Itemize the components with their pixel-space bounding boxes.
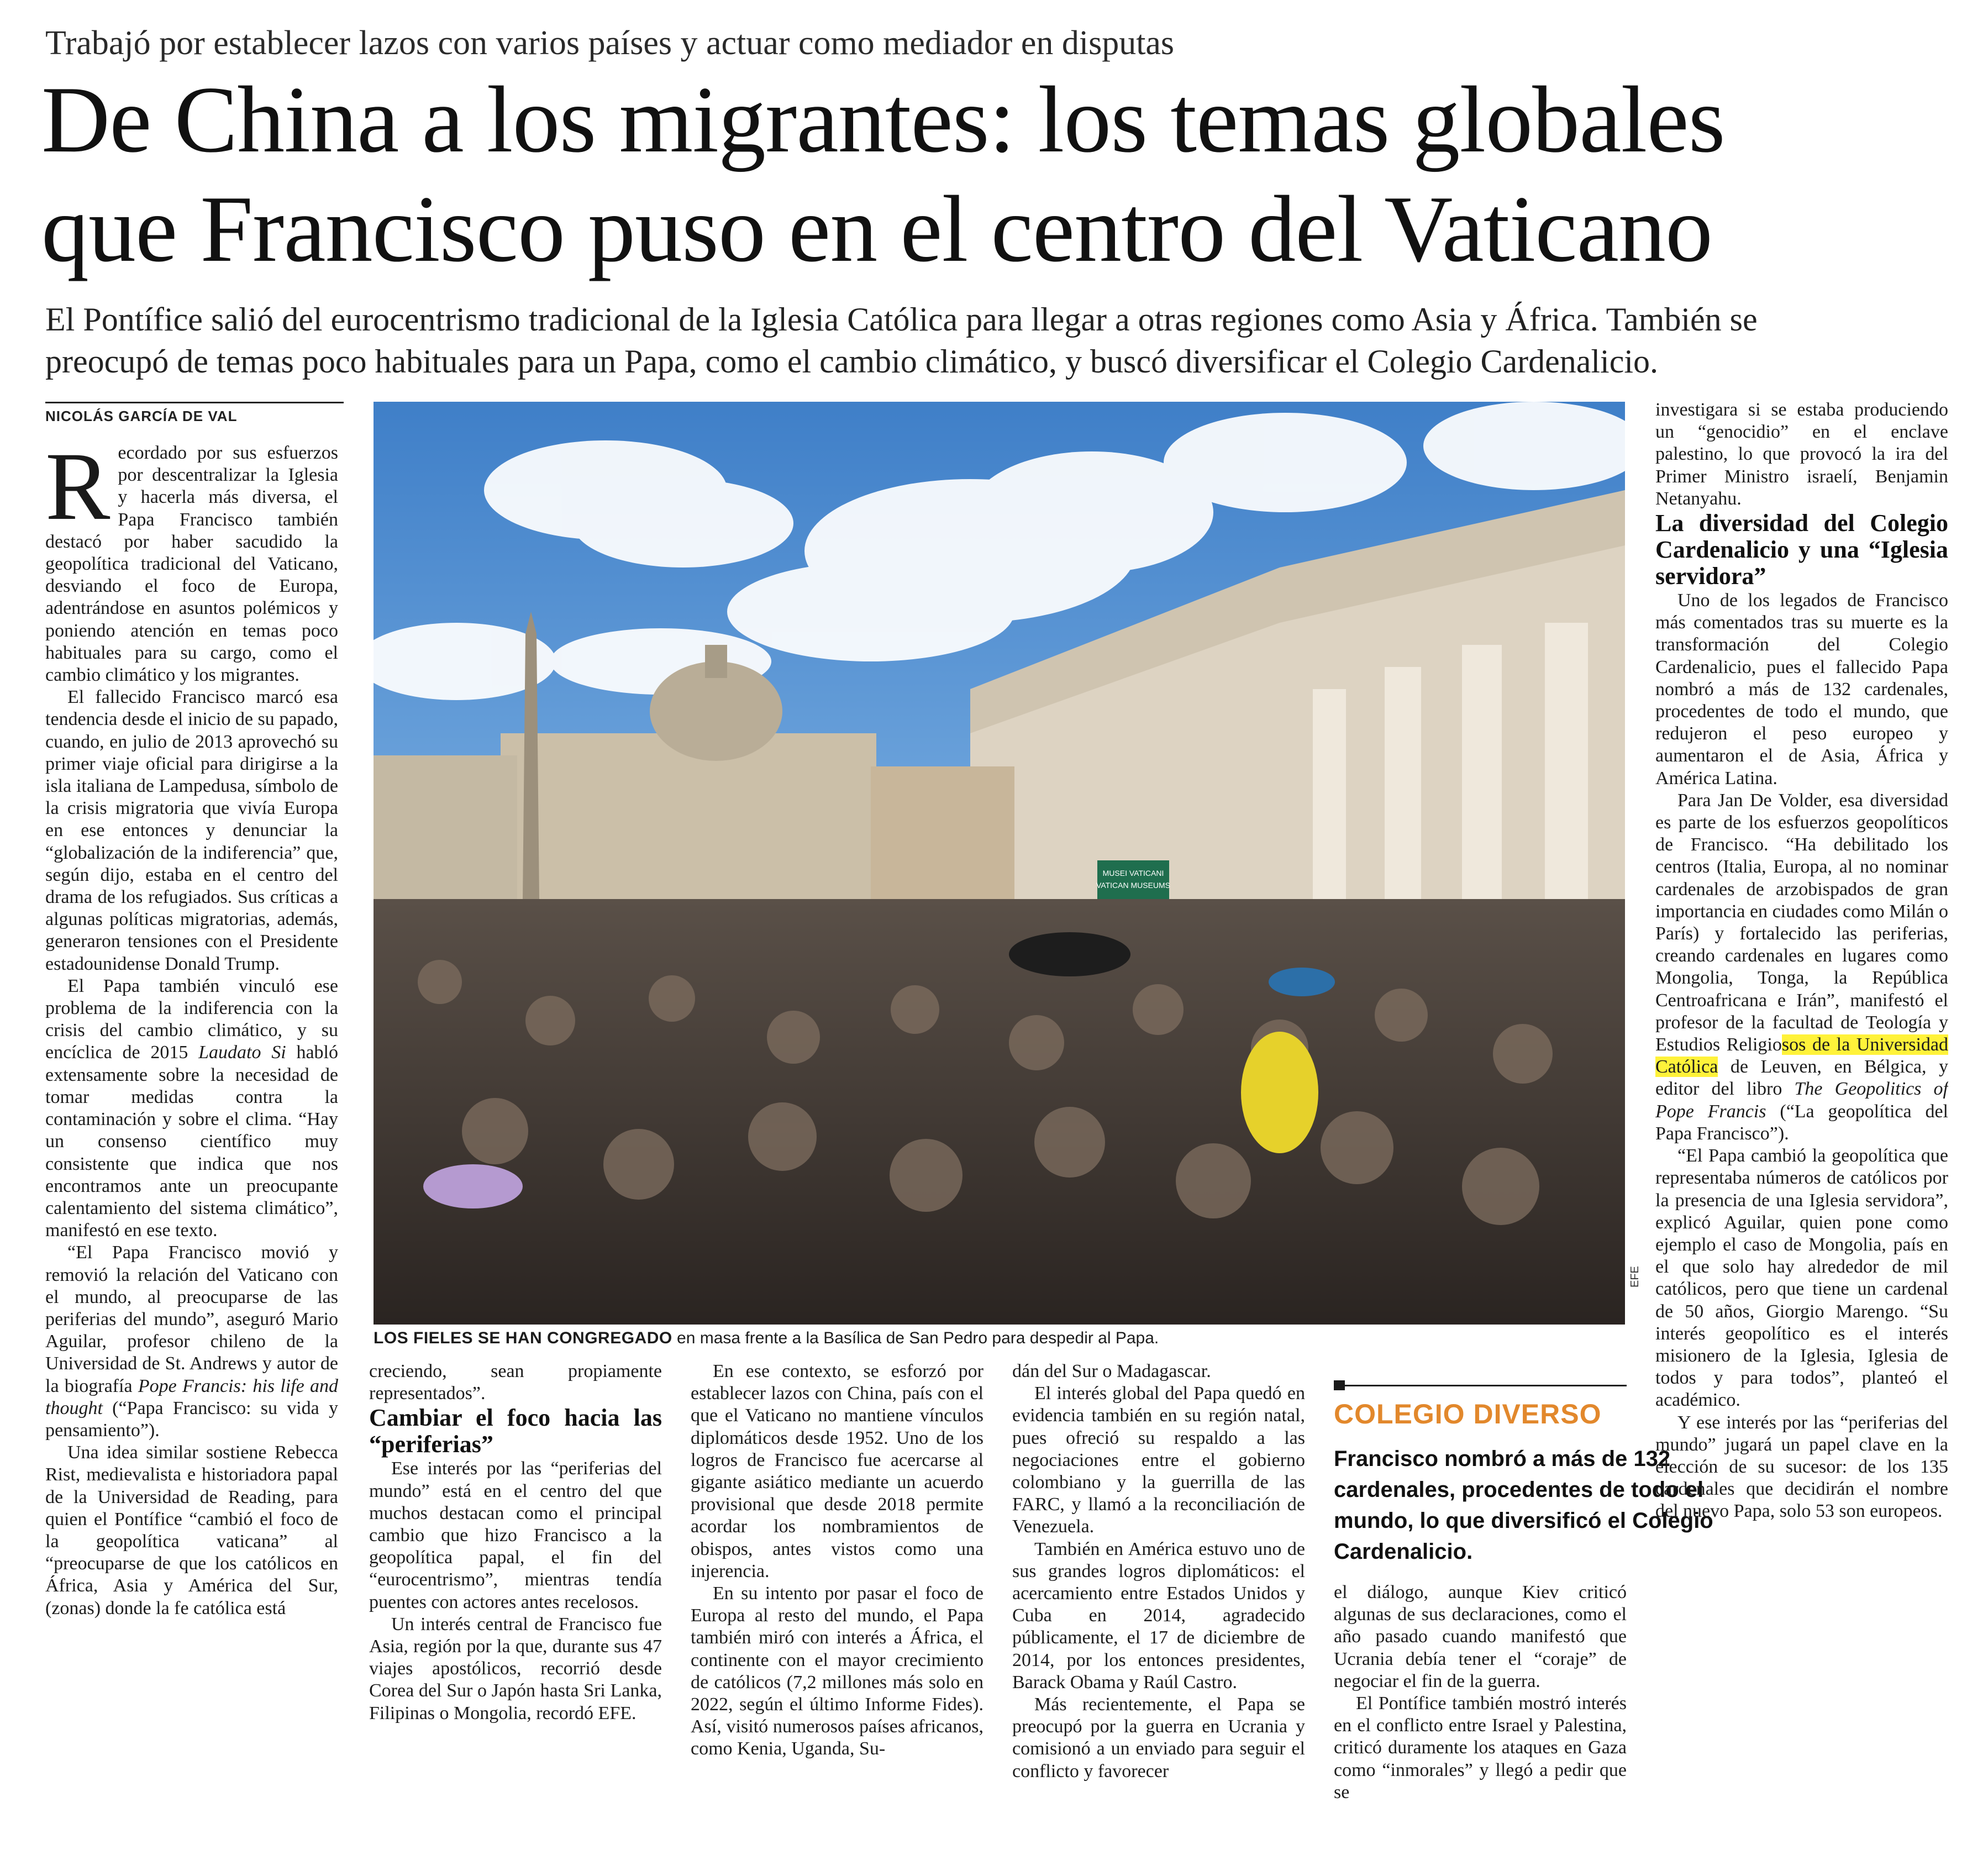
paragraph: Una idea similar sostiene Rebecca Rist, medievalista e historiadora papal de la Universidad de Reading, para quien el Pontífice “cambió el foco de la geopolítica vaticana” al “preocuparse de que los católicos en África, Asia y América del Sur, (zonas) donde la fe católica está bbox=[45, 1442, 338, 1618]
headline-line-1: De China a los migrantes: los temas globales bbox=[41, 67, 1725, 172]
paragraph: creciendo, sean propiamente representados”. bbox=[369, 1361, 662, 1404]
box-line: mundo, lo que diversificó el Colegio bbox=[1334, 1509, 1713, 1533]
deck-line-1: El Pontífice salió del eurocentrismo tradicional de la Iglesia Católica para llegar a otras regiones como Asia y África. También se bbox=[45, 301, 1758, 338]
article-column-5 bbox=[1334, 1581, 1627, 1836]
paragraph: Recordado por sus esfuerzos por descentralizar la Iglesia y hacerla más diversa, el Papa Francisco también destacó por haber sacudido la geopolítica tradicional del Vaticano, desviando el foco de Europa, adentrándose en asuntos polémicos y poniendo atención en temas poco habituales para su cargo, como el cambio climático y los migrantes. bbox=[45, 442, 338, 686]
box-title: COLEGIO DIVERSO bbox=[1334, 1399, 1602, 1430]
deck bbox=[45, 298, 1791, 382]
paragraph: El interés global del Papa quedó en evidencia también en su región natal, pues ofreció su respaldo a las negociaciones entre el gobierno colombiano y la guerrilla de las FARC, y llamó a la reconciliación de Venezuela. bbox=[1012, 1383, 1305, 1537]
headline bbox=[41, 65, 1931, 284]
article-column-4 bbox=[1012, 1360, 1305, 1836]
paragraph: También en América estuvo uno de sus grandes logros diplomáticos: el acercamiento entre Estados Unidos y Cuba en 2014, agradecido públicamente, el 17 de diciembre de 2014, por los entonces presidentes, Barack Obama y Raúl Castro. bbox=[1012, 1538, 1305, 1693]
paragraph: Ese interés por las “periferias del mundo” está en el centro del que muchos destacan como el principal cambio que hizo Francisco a la geopolítica papal, el fin del “eurocentrismo”, mientras tendía puentes con actores antes recelosos. bbox=[369, 1458, 662, 1612]
subhead-diversidad: La diversidad del Colegio Cardenalicio y una “Iglesia servidora” bbox=[1655, 509, 1948, 590]
article-column-2 bbox=[369, 1360, 662, 1836]
paragraph: Y ese interés por las “periferias del mundo” jugará un papel clave en la elección de su sucesor: de los 135 cardenales que decidirán el nombre del nuevo Papa, solo 53 son europeos. bbox=[1655, 1412, 1948, 1522]
box-line: Cardenalicio. bbox=[1334, 1539, 1473, 1564]
paragraph: el diálogo, aunque Kiev criticó algunas de sus declaraciones, como el año pasado cuando manifestó que Ucrania debía tener el “coraje” de negociar el fin de la guerra. bbox=[1334, 1582, 1627, 1691]
caption-text: en masa frente a la Basílica de San Pedro para despedir al Papa. bbox=[672, 1329, 1159, 1347]
paragraph: Un interés central de Francisco fue Asia, región por la que, durante sus 47 viajes apostólicos, recorrió desde Corea del Sur o Japón hasta Sri Lanka, Filipinas o Mongolia, recordó EFE. bbox=[369, 1614, 662, 1723]
box-line: cardenales, procedentes de todo el bbox=[1334, 1478, 1704, 1502]
box-rule bbox=[1334, 1385, 1627, 1386]
photo-st-peters-square bbox=[374, 402, 1625, 1325]
paragraph: Uno de los legados de Francisco más comentados tras su muerte es la transformación del Colegio Cardenalicio, pues el fallecido Papa nombró a más de 132 cardenales, procedentes de todo el mundo, que redujeron el peso europeo y aumentaron el de Asia, África y América Latina. bbox=[1655, 590, 1948, 789]
sign-text-1: MUSEI VATICANI bbox=[1102, 869, 1164, 877]
sign-text-2: VATICAN MUSEUMS bbox=[1096, 881, 1171, 890]
paragraph: investigara si se estaba produciendo un “genocidio” en el enclave palestino, lo que provocó la ira del Primer Ministro israelí, Benjamin Netanyahu. bbox=[1655, 400, 1948, 509]
caption-lead: LOS FIELES SE HAN CONGREGADO bbox=[374, 1329, 672, 1347]
paragraph: dán del Sur o Madagascar. bbox=[1012, 1361, 1211, 1381]
paragraph: El fallecido Francisco marcó esa tendencia desde el inicio de su papado, cuando, en julio de 2013 aprovechó su primer viaje oficial para dirigirse a la isla italiana de Lampedusa, símbolo de la crisis migratoria que vivía Europa en ese entonces y denunciar la “globalización de la indiferencia” que, según dijo, estaba en el centro del drama de los refugiados. Sus críticas a algunas políticas migratorias, además, generaron tensiones con el Presidente estadounidense Donald Trump. bbox=[45, 687, 338, 974]
paragraph: Más recientemente, el Papa se preocupó por la guerra en Ucrania y comisionó a un enviado para seguir el conflicto y favorecer bbox=[1012, 1694, 1305, 1782]
box-line: Francisco nombró a más de 132 bbox=[1334, 1447, 1671, 1471]
highlighted-text: sos de la Universidad Católica bbox=[1655, 1034, 1948, 1078]
paragraph: Para Jan De Volder, esa diversidad es parte de los esfuerzos geopolíticos de Francisco. “Ha debilitado los centros (Italia, Europa, al no nominar cardenales de arzobispados de gran importancia en ciudades como Milán o París) y fortalecido las periferias, creando cardenales en lugares como Mongolia, Tonga, la República Centroafricana e Irán”, manifestó el profesor de la facultad de Teología y Estudios Religiosos de la Universidad Católica de Leuven, en Bélgica, y editor del libro The Geopolitics of Pope Francis (“La geopolítica del Papa Francisco”). bbox=[1655, 790, 1948, 1144]
byline: NICOLÁS GARCÍA DE VAL bbox=[45, 408, 238, 424]
deck-line-2: preocupó de temas poco habituales para un Papa, como el cambio climático, y buscó diversificar el Colegio Cardenalicio. bbox=[45, 343, 1659, 380]
box-mark bbox=[1334, 1380, 1345, 1390]
headline-line-2: que Francisco puso en el centro del Vaticano bbox=[41, 177, 1712, 282]
article-column-1 bbox=[45, 442, 338, 1835]
paragraph: “El Papa cambió la geopolítica que representaba números de católicos por la presencia de una Iglesia servidora”, explicó Aguilar, quien pone como ejemplo el caso de Mongolia, país en el que solo hay alrededor de mil católicos, pero que tiene un cardenal de 50 años, Giorgio Marengo. “Su interés geopolítico es el interés misionero de la Iglesia, Iglesia de todos y para todos”, planteó el académico. bbox=[1655, 1145, 1948, 1411]
paragraph: El Papa también vinculó ese problema de la indiferencia con la crisis del cambio climático, y su encíclica de 2015 Laudato Si habló extensamente sobre la necesidad de tomar medidas contra la contaminación y sobre el clima. “Hay un consenso científico muy consistente que indica que nos encontramos ante un preocupante calentamiento del sistema climático”, manifestó en ese texto. bbox=[45, 975, 338, 1241]
paragraph: En ese contexto, se esforzó por establecer lazos con China, país con el que el Vaticano no mantiene vínculos diplomáticos desde 1952. Uno de los logros de Francisco fue acercarse al gigante asiático mediante un acuerdo provisional que desde 2018 permite acordar los nombramientos de obispos, antes vistos como una injerencia. bbox=[691, 1361, 984, 1581]
subhead-periferias: Cambiar el foco hacia las “periferias” bbox=[369, 1404, 662, 1458]
kicker: Trabajó por establecer lazos con varios países y actuar como mediador en disputas bbox=[45, 24, 1175, 62]
paragraph: En su intento por pasar el foco de Europa al resto del mundo, el Papa también miró con interés a África, el continente con el mayor crecimiento de católicos (7,2 millones más solo en 2022, según el último Informe Fides). Así, visitó numerosos países africanos, como Kenia, Uganda, Su- bbox=[691, 1583, 984, 1759]
byline-rule bbox=[45, 402, 344, 403]
paragraph: “El Papa Francisco movió y removió la relación del Vaticano con el mundo, al preocuparse de las periferias del mundo”, aseguró Mario Aguilar, profesor chileno de la Universidad de St. Andrews y autor de la biografía Pope Francis: his life and thought (“Papa Francisco: su vida y pensamiento”). bbox=[45, 1242, 338, 1441]
article-column-6 bbox=[1655, 399, 1948, 1836]
photo-credit: EFE bbox=[1629, 1266, 1641, 1288]
paragraph: El Pontífice también mostró interés en el conflicto entre Israel y Palestina, criticó duramente los ataques en Gaza como “inmorales” y llegó a pedir que se bbox=[1334, 1693, 1627, 1803]
photo-caption bbox=[374, 1327, 1633, 1349]
article-column-3 bbox=[691, 1360, 984, 1836]
drop-cap: R bbox=[45, 442, 111, 540]
